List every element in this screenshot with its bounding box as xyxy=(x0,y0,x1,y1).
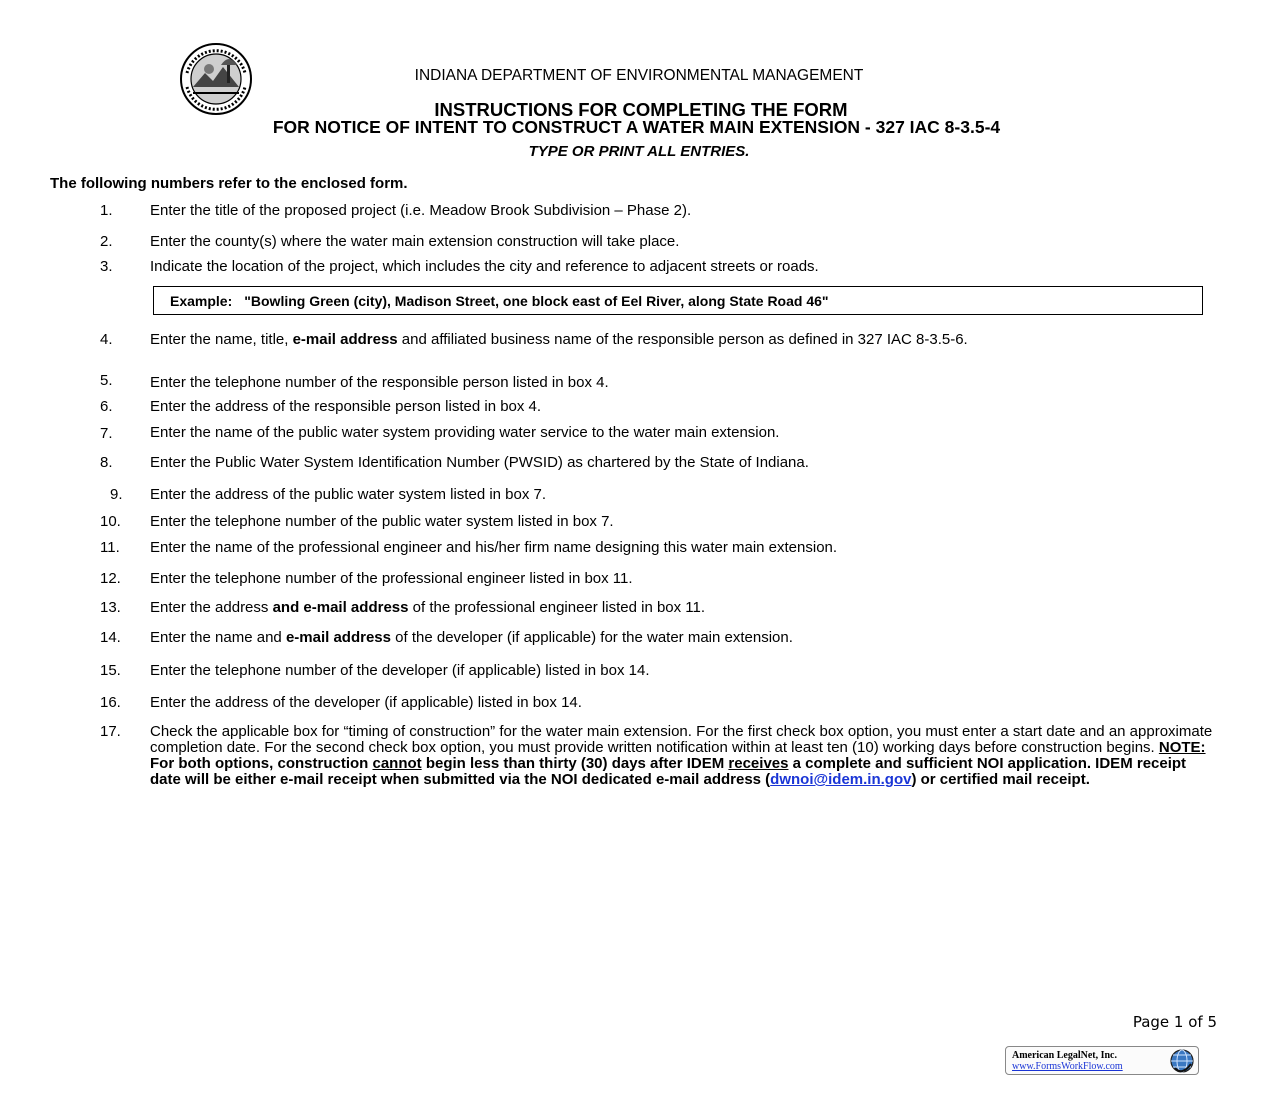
item-text: Enter the title of the proposed project (i.e. Meadow Brook Subdivision – Phase 2). xyxy=(150,202,692,219)
item-number: 17. xyxy=(100,723,121,740)
item-text: Enter the address and e-mail address of the professional engineer listed in box 11. xyxy=(150,599,706,616)
item-number: 6. xyxy=(100,398,113,415)
company-name: American LegalNet, Inc. xyxy=(1012,1050,1117,1061)
item-text: Enter the name of the professional engineer and his/her firm name designing this water main extension. xyxy=(150,539,838,556)
item-number: 2. xyxy=(100,233,113,250)
item-number: 3. xyxy=(100,258,113,275)
item-number: 10. xyxy=(100,513,121,530)
title-line-2: FOR NOTICE OF INTENT TO CONSTRUCT A WATER MAIN EXTENSION - 327 IAC 8-3.5-4 xyxy=(272,117,1001,137)
example-box xyxy=(153,286,1203,315)
item-number: 7. xyxy=(100,425,113,442)
example-text: "Bowling Green (city), Madison Street, one block east of Eel River, along State Road 46" xyxy=(244,293,829,309)
item-number: 15. xyxy=(100,662,121,679)
item-text: Check the applicable box for “timing of construction” for the water main extension. For the first check box option, you must enter a start date and an approximate completion date. For the second check box option, you must provide written notification within at least ten (10) working days before construction begins. NOTE: For both options, construction cannot begin less than thirty (30) days after IDEM receives a complete and sufficient NOI application. IDEM receipt date will be either e-mail receipt when submitted via the NOI dedicated e-mail address (dwnoi@idem.in.gov) or certified mail receipt. xyxy=(150,723,1213,788)
item-text: Indicate the location of the project, which includes the city and reference to adjacent streets or roads. xyxy=(150,258,819,275)
item-text: Enter the name of the public water system providing water service to the water main extension. xyxy=(150,424,780,441)
item-number: 14. xyxy=(100,629,121,646)
item-text: Enter the Public Water System Identification Number (PWSID) as chartered by the State of Indiana. xyxy=(150,454,809,471)
item-number: 9. xyxy=(110,486,123,503)
agency-name: INDIANA DEPARTMENT OF ENVIRONMENTAL MANAGEMENT xyxy=(414,67,864,84)
globe-logo-icon xyxy=(1169,1048,1195,1074)
item-text: Enter the telephone number of the developer (if applicable) listed in box 14. xyxy=(150,662,650,679)
item-number: 11. xyxy=(100,539,120,556)
page-number: Page 1 of 5 xyxy=(1132,1013,1217,1031)
title-line-1: INSTRUCTIONS FOR COMPLETING THE FORM xyxy=(434,99,848,120)
intro-text: The following numbers refer to the enclosed form. xyxy=(50,175,408,192)
example-label: Example: xyxy=(170,293,233,309)
item-number: 13. xyxy=(100,599,121,616)
item-text: Enter the name, title, e-mail address and affiliated business name of the responsible person as defined in 327 IAC 8-3.5-6. xyxy=(150,331,968,348)
subtitle: TYPE OR PRINT ALL ENTRIES. xyxy=(528,143,750,160)
email-link[interactable]: dwnoi@idem.in.gov xyxy=(770,771,912,788)
company-url-link[interactable]: www.FormsWorkFlow.com xyxy=(1012,1061,1123,1072)
item-number: 5. xyxy=(100,372,113,389)
item-number: 8. xyxy=(100,454,113,471)
item-number: 16. xyxy=(100,694,121,711)
item-text: Enter the address of the responsible person listed in box 4. xyxy=(150,398,542,415)
item-text: Enter the telephone number of the public water system listed in box 7. xyxy=(150,513,614,530)
item-text: Enter the name and e-mail address of the developer (if applicable) for the water main extension. xyxy=(150,629,793,646)
item-text: Enter the address of the developer (if applicable) listed in box 14. xyxy=(150,694,582,711)
item-text: Enter the telephone number of the professional engineer listed in box 11. xyxy=(150,570,633,587)
item-number: 12. xyxy=(100,570,121,587)
item-text: Enter the telephone number of the responsible person listed in box 4. xyxy=(150,374,609,391)
legalnet-badge[interactable] xyxy=(1005,1046,1199,1075)
item-text: Enter the address of the public water system listed in box 7. xyxy=(150,486,547,503)
item-text: Enter the county(s) where the water main extension construction will take place. xyxy=(150,233,680,250)
item-number: 1. xyxy=(100,202,113,219)
item-number: 4. xyxy=(100,331,113,348)
